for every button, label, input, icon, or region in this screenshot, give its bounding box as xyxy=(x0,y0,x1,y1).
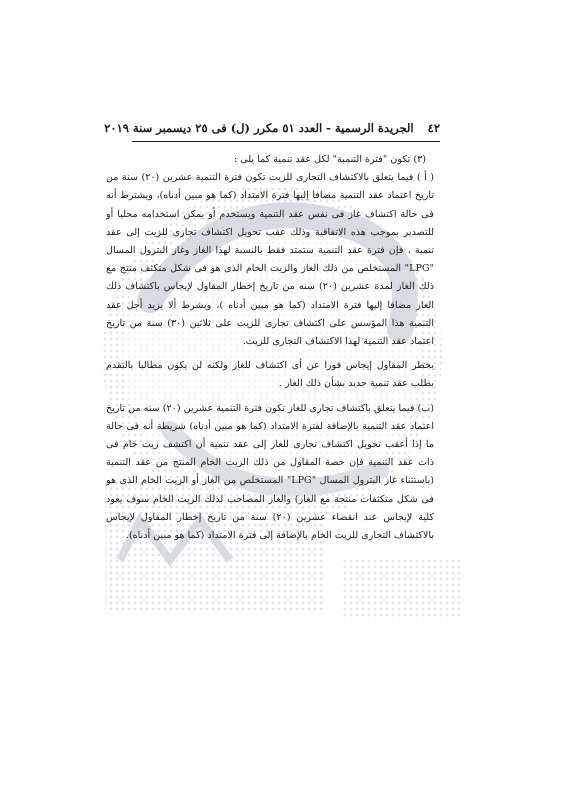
gazette-title: الجريدة الرسمية - العدد ٥١ مكرر (ل) فى ٢٥ ديسمبر سنة ٢٠١٩ xyxy=(104,121,414,135)
header-rule xyxy=(132,141,440,142)
page-number: ٤٢ xyxy=(427,121,440,135)
clause-a-note: يخطر المقاول إيجاس فورا عن أى اكتشاف للغاز ولكنه لن يكون مطالبا بالتقدم بطلب عقد تنمية جديد بشأن ذلك الغاز . xyxy=(106,360,434,390)
clause-3-intro: (٣) تكون "فترة التنمية" لكل عقد تنمية كما يلى : xyxy=(233,154,426,165)
clause-b-text: (ب) فيما يتعلق باكتشاف تجارى للغاز تكون فترة التنمية عشرين (٢٠) سنه من تاريخ اعتماد عقد التنمية بالإضافة لفترة الامتداد (كما هو مبين أدناه) شريطة أنه فى حالة ما إذا أعقب تحويل اكتشاف تجارى للغاز إلى عقد تنمية أن اكتشف زيت خام فى ذات عقد التنمية فإن حصة المقاول من ذلك الزيت الخام المنتج من عقد التنمية (باستثناء غاز البترول المسال "LPG" المستخلص من الغاز أو الزيت الخام الذى هو فى شكل متكثفات منتجة مع الغاز) والغاز المصاحب لذلك الزيت الخام سوف يعود كلية لإيجاس عند انقضاء عشرين (٢٠) سنة من تاريخ إخطار المقاول لإيجاس بالاكتشاف التجارى للزيت الخام بالإضافة إلى فترة الامتداد (كما هو مبين أدناه). xyxy=(106,402,435,542)
article-body xyxy=(106,151,434,545)
page-header xyxy=(104,118,440,138)
clause-a-text: ( أ ) فيما يتعلق بالاكتشاف التجارى للزيت تكون فترة التنمية عشرين (٢٠) سنة من تاريخ اعتماد عقد التنمية مضافا إليها فترة الامتداد (كما هو مبين أدناه)، ويشترط أنه فى حالة اكتشاف غاز فى نفس عقد التنمية ويستخدم أو يمكن استخدامه محليا أو للتصدير بموجب هذه الاتفاقية وذلك عقب تحويل اكتشاف تجارى للزيت إلى عقد تنمية ، فإن فترة عقد التنمية ستمتد فقط بالنسبة لهذا الغاز وغاز البترول المسال "LPG" المستخلص من ذلك الغاز والزيت الخام الذى هو فى شكل متكثف منتج مع ذلك الغاز لمدة عشرين (٢٠) سنه من تاريخ إخطار المقاول لإيجاس باكتشاف ذلك الغاز مضافا إليها فترة الامتداد (كما هو مبين أدناه )، وبشرط ألا يزيد أجل عقد التنمية هذا المؤسس على اكتشاف تجارى للزيت على ثلاثين (٣٠) سنة من تاريخ اعتماد عقد التنمية لهذا الاكتشاف التجارى للزيت. xyxy=(106,172,435,348)
